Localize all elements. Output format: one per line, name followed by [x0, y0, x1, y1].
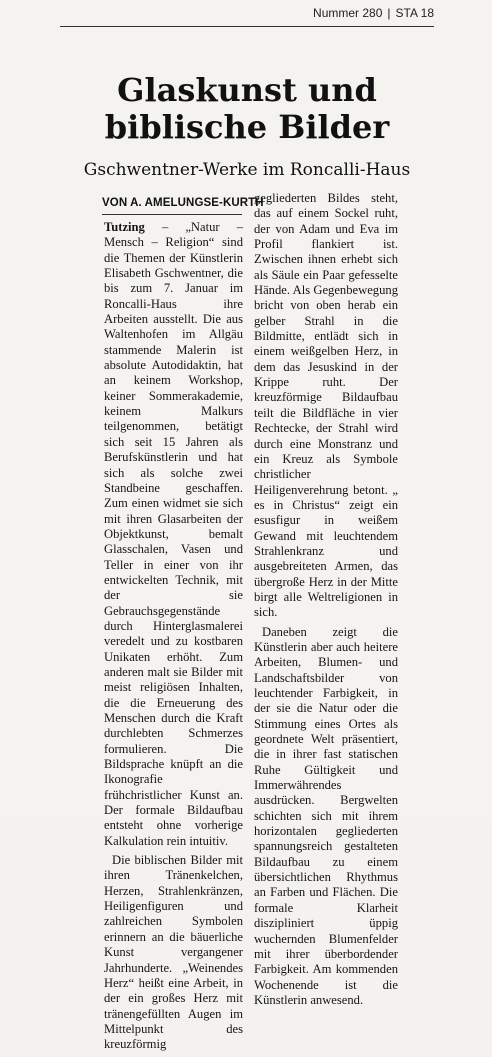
header-rule: [60, 26, 434, 27]
article-paragraph: [104, 220, 243, 849]
header-separator: |: [387, 6, 391, 20]
byline-rule: [102, 214, 242, 215]
article-paragraph: Daneben zeigt die Künstlerin aber auch heitere Arbeiten, Blumen- und Landschaftsbilder von leuchtender Farbigkeit, in der sie die Natur oder die Stimmung eines Ortes als geordnete Welt präsentiert, die in ihrer fast statischen Ruhe Gültigkeit und Immerwährendes ausdrücken. Bergwelten schichten sich mit ihrem horizontalen gegliederten spannungsreich gestalteten Bildaufbau zu einem übersichtlichen Rhythmus an Farben und Flächen. Die formale Klarheit diszipliniert üppig wuchernden Blumenfelder mit ihrer überbordender Farbigkeit. Am kommenden Wochenende ist die Künstlerin anwesend.: [254, 624, 398, 1007]
article-paragraph: gegliederten Bildes steht, das auf einem Sockel ruht, der von Adam und Eva im Profil flankiert ist. Zwischen ihnen erhebt sich als Säule ein Paar gefesselte Hände. Als Gegenbewegung bricht von oben herab ein gelber Strahl in die Bildmitte, entlädt sich in einem weißgelben Herz, in dem das Jesuskind in der Krippe ruht. Der kreuzförmige Bildaufbau teilt die Bildfläche in vier Rechtecke, der Strahl wird durch eine Monstranz und ein Kreuz als Symbole christlicher Heiligenverehrung betont. „ es in Christus“ zeigt ein esusfigur in weißem Gewand mit leuchtendem Strahlenkranz und ausgebreiteten Armen, das übergroße Herz in der Mitte birgt alle Weltreligionen in sich.: [254, 191, 398, 620]
issue-number: Nummer 280: [313, 6, 383, 20]
article-paragraph: Die biblischen Bilder mit ihren Tränenkelchen, Herzen, Strahlenkränzen, Heiligenfiguren und zahlreichen Symbolen erinnern an die bäuerliche Kunst vergangener Jahrhunderte. „Weinendes Herz“ heißt eine Arbeit, in der ein großes Herz mit tränengefüllten Augen im Mittelpunkt des kreuzförmig: [104, 853, 243, 1052]
article-title: [60, 72, 434, 146]
issue-header: [313, 6, 434, 20]
title-line-1: Glaskunst und: [117, 71, 377, 109]
title-line-2: biblische Bilder: [104, 108, 390, 146]
paragraph-text: – „Natur – Mensch – Religion“ sind die Themen der Künstlerin Elisabeth Gschwentner, die bis zum 7. Januar im Roncalli-Haus ihre Arbeiten ausstellt. Die aus Waltenhofen im Allgäu stammende Malerin ist absolute Autodidaktin, hat an keinem Workshop, keiner Sommerakademie, keinem Malkurs teilgenommen, betätigt sich seit 15 Jahren als Berufskünstlerin und hat sich als solche zwei Standbeine geschaffen. Zum einen widmet sie sich mit ihren Glasarbeiten der Objektkunst, bemalt Glasschalen, Vasen und Teller in einer von ihr entwickelten Technik, mit der sie Gebrauchsgegenstände durch Hinterglasmalerei veredelt und zu kostbaren Unikaten erhöht. Zum anderen malt sie Bilder mit meist religiösen Inhalten, die die Erneuerung des Menschen durch die Kraft durchlebten Schmerzes formulieren. Die Bildsprache knüpft an die Ikonografie frühchristlicher Kunst an. Der formale Bildaufbau entsteht ohne vorherige Kalkulation rein intuitiv.: [104, 220, 243, 848]
article-subtitle: Gschwentner-Werke im Roncalli-Haus: [83, 160, 411, 180]
byline: VON A. AMELUNGSE-KURTH: [102, 197, 264, 209]
article-column-right: [254, 191, 398, 1012]
article-column-left: [104, 220, 243, 1057]
section-code: STA 18: [395, 6, 434, 20]
dateline: Tutzing: [104, 220, 145, 234]
